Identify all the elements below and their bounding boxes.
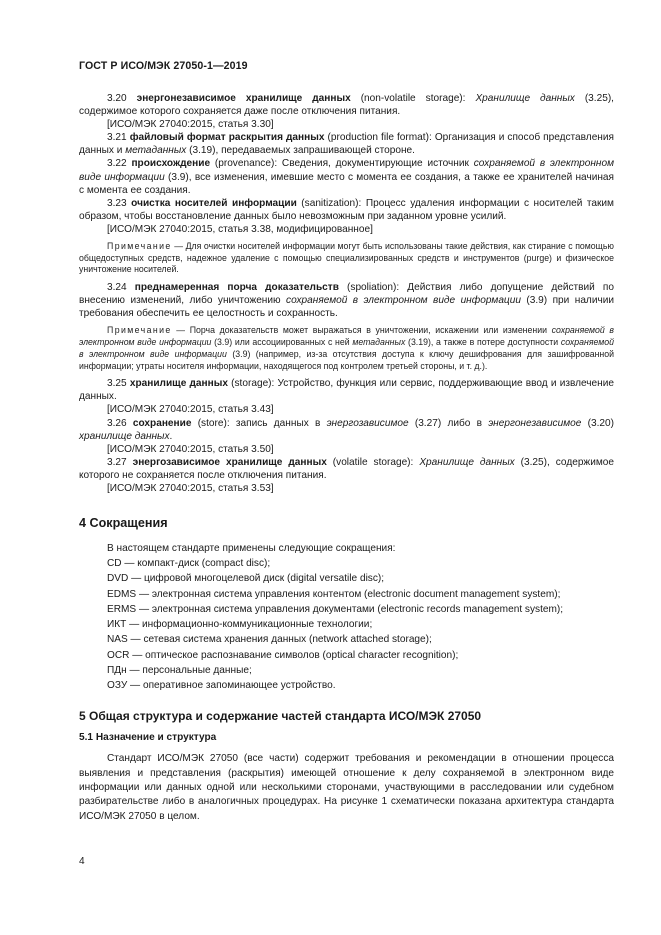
abbreviations-list bbox=[79, 541, 614, 693]
page-content bbox=[79, 92, 614, 824]
list-item: NAS — сетевая система хранения данных (network attached storage); bbox=[107, 634, 432, 646]
list-item: CD — компакт-диск (compact disc); bbox=[107, 558, 271, 570]
note-spoliation: Примечание — Порча доказательств может выражаться в уничтожении, искажении или изменении сохраняемой в электронном виде информации (3.9) или ассоциированных с ней метаданных (3.19), а также в потере доступности сохраняемой в электронном виде информации (3.9) (например, из-за отсутствия доступа к ключу дешифрования для зашифрованной информации; утраты носителя информации, находящегося под контролем третьей стороны, и т. д.). bbox=[79, 325, 614, 371]
term: энергонезависимое хранилище данных bbox=[136, 93, 351, 104]
definition-3-21: 3.21 файловый формат раскрытия данных (production file format): Организация и способ представления данных и метаданных (3.19), передаваемых запрашивающей стороне. bbox=[79, 132, 614, 157]
reference: [ИСО/МЭК 27040:2015, статья 3.43] bbox=[107, 404, 274, 416]
definition-3-22: 3.22 происхождение (provenance): Сведения, документирующие источник сохраняемой в электронном виде информации (3.9), все изменения, имевшие место с момента ее создания, а также ее хранителей начиная с момента ее создания. bbox=[79, 158, 614, 196]
list-intro: В настоящем стандарте применены следующие сокращения: bbox=[107, 543, 396, 555]
page-number: 4 bbox=[79, 856, 85, 867]
list-item: ПДн — персональные данные; bbox=[107, 664, 252, 676]
term: хранилище данных bbox=[129, 378, 228, 390]
definition-3-24: 3.24 преднамеренная порча доказательств (spoliation): Действия либо допущение действий по внесению изменений, либо уничтожению сохраняемой в электронном виде информации (3.9) при наличии требования обеспечить ее целостность и сохранность. bbox=[79, 282, 614, 320]
subsection-5-1-title: 5.1 Назначение и структура bbox=[79, 732, 217, 744]
term: очистка носителей информации bbox=[131, 197, 297, 209]
reference: [ИСО/МЭК 27040:2015, статья 3.53] bbox=[107, 482, 274, 494]
definition-3-26: 3.26 сохранение (store): запись данных в энергозависимое (3.27) либо в энергонезависимое (3.20) хранилище данных. bbox=[79, 417, 614, 442]
section-5-title: 5 Общая структура и содержание частей стандарта ИСО/МЭК 27050 bbox=[79, 709, 482, 724]
reference: [ИСО/МЭК 27040:2015, статья 3.38, модифицированное] bbox=[107, 223, 373, 235]
list-item: ERMS — электронная система управления документами (electronic records management system); bbox=[107, 603, 564, 615]
note-sanitization: Примечание — Для очистки носителей информации могут быть использованы такие действия, как стирание с помощью общедоступных средств, надежное удаление с помощью специализированных средств и инструментов (purge) и физическое уничтожение носителей. bbox=[79, 241, 614, 275]
list-item: ИКТ — информационно-коммуникационные технологии; bbox=[107, 619, 373, 631]
page-header: ГОСТ Р ИСО/МЭК 27050-1—2019 bbox=[79, 60, 248, 72]
definition-3-23: 3.23 очистка носителей информации (sanitization): Процесс удаления информации с носителей таким образом, чтобы восстановление данных было невозможным при заданном уровне усилий. bbox=[79, 197, 614, 222]
definition-3-25: 3.25 хранилище данных (storage): Устройство, функция или сервис, поддерживающие ввод и извлечение данных. bbox=[79, 378, 614, 403]
section-5-1-paragraph: Стандарт ИСО/МЭК 27050 (все части) содержит требования и рекомендации в отношении процесса выявления и представления (раскрытия) имеющей отношение к делу сохраняемой в электронном виде информации или данных одной или несколькими сторонами, участвующими в расследовании или судебном разбирательстве либо в аналогичных процедурах. На рисунке 1 схематически показана архитектура стандарта ИСО/МЭК 27050 в целом. bbox=[79, 753, 614, 822]
list-item: OCR — оптическое распознавание символов (optical character recognition); bbox=[107, 649, 459, 661]
list-item: EDMS — электронная система управления контентом (electronic document management system); bbox=[107, 588, 561, 600]
note-label: Примечание bbox=[107, 241, 172, 252]
reference: [ИСО/МЭК 27040:2015, статья 3.30] bbox=[107, 119, 274, 131]
list-item: DVD — цифровой многоцелевой диск (digital versatile disc); bbox=[107, 573, 385, 585]
term: энергозависимое хранилище данных bbox=[132, 456, 327, 468]
section-4-title: 4 Сокращения bbox=[79, 516, 168, 531]
term: сохранение bbox=[132, 417, 192, 429]
definition-3-27: 3.27 энергозависимое хранилище данных (volatile storage): Хранилище данных (3.25), содержимое которого не сохраняется после отключения питания. bbox=[79, 456, 614, 481]
reference: [ИСО/МЭК 27040:2015, статья 3.50] bbox=[107, 443, 274, 455]
note-label: Примечание bbox=[107, 325, 172, 336]
term: файловый формат раскрытия данных bbox=[129, 132, 325, 144]
list-item: ОЗУ — оперативное запоминающее устройство. bbox=[107, 679, 336, 691]
term: преднамеренная порча доказательств bbox=[134, 282, 339, 294]
definition-3-20: 3.20 энергонезависимое хранилище данных (non-volatile storage): Хранилище данных (3.25), содержимое которого сохраняется даже после отключения питания. bbox=[79, 93, 614, 118]
term: происхождение bbox=[131, 158, 211, 170]
